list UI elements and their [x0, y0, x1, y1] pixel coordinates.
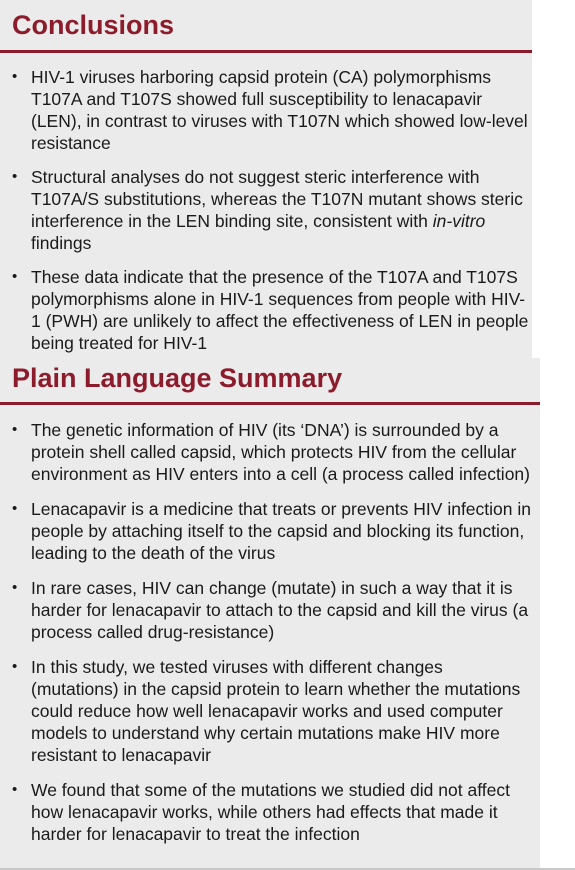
conclusions-heading: Conclusions [12, 10, 175, 40]
conclusions-bullet-2-text-end: findings [31, 233, 92, 253]
summary-bullet-2: • Lenacapavir is a medicine that treats or prevents HIV infection in people by attaching itself to the capsid and blocking its function, leading to the death of the virus [0, 498, 532, 564]
conclusions-bullet-1: • HIV-1 viruses harboring capsid protein (CA) polymorphisms T107A and T107S showed full susceptibility to lenacapavir (LEN), in contrast to viruses with T107N which showed low-level resistance [0, 66, 532, 154]
conclusions-bullet-2-italic: in-vitro [432, 211, 486, 231]
conclusions-panel [0, 0, 532, 358]
plain-language-summary-list [0, 419, 532, 858]
conclusions-list [0, 66, 532, 366]
summary-bullet-3: • In rare cases, HIV can change (mutate) in such a way that it is harder for lenacapavir to attach to the capsid and kill the virus (a process called drug-resistance) [0, 577, 532, 643]
conclusions-bullet-2 [0, 166, 532, 254]
conclusions-bullet-2-text: Structural analyses do not suggest steric interference with T107A/S substitutions, whereas the T107N mutant shows steric interference in the LEN binding site, consistent with [31, 167, 523, 231]
plain-language-summary-heading: Plain Language Summary [12, 363, 343, 393]
plain-language-summary-panel [0, 358, 540, 868]
plain-language-summary-divider [0, 402, 540, 405]
conclusions-bullet-3: • These data indicate that the presence of the T107A and T107S polymorphisms alone in HIV-1 sequences from people with HIV-1 (PWH) are unlikely to affect the effectiveness of LEN in people being treated for HIV-1 [0, 266, 532, 354]
summary-bullet-4: • In this study, we tested viruses with different changes (mutations) in the capsid protein to learn whether the mutations could reduce how well lenacapavir works and used computer models to understand why certain mutations make HIV more resistant to lenacapavir [0, 656, 532, 766]
conclusions-divider [0, 50, 532, 53]
summary-bullet-5: • We found that some of the mutations we studied did not affect how lenacapavir works, while others had effects that made it harder for lenacapavir to treat the infection [0, 779, 532, 845]
summary-bullet-1: • The genetic information of HIV (its ‘DNA’) is surrounded by a protein shell called capsid, which protects HIV from the cellular environment as HIV enters into a cell (a process called infection) [0, 419, 532, 485]
